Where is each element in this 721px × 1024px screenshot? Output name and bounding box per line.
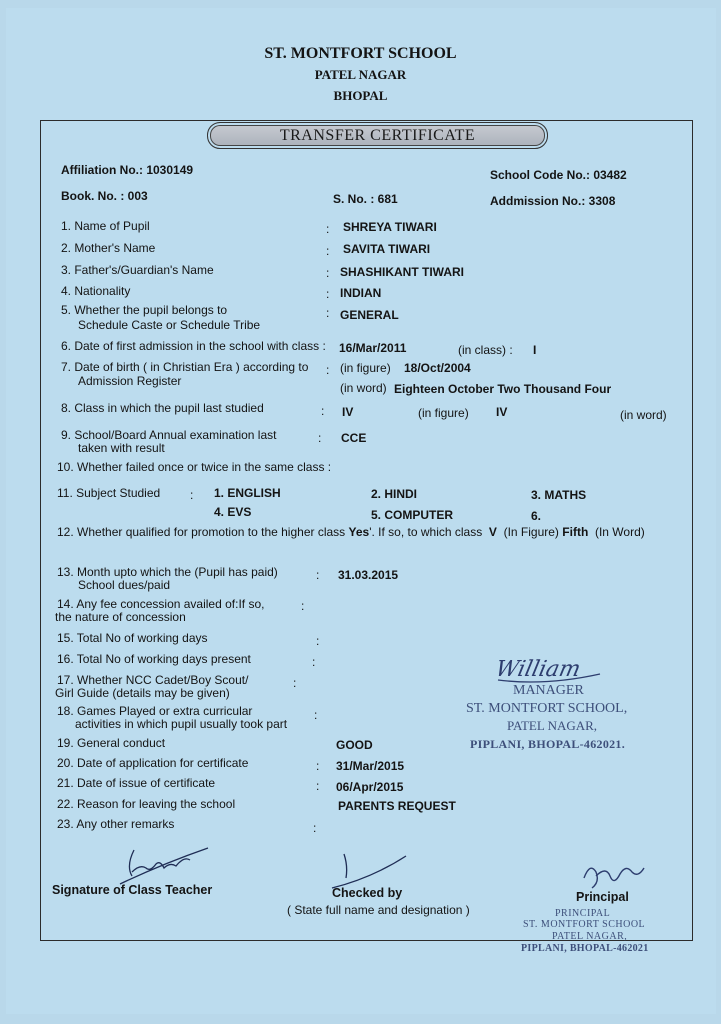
field-colon: :: [326, 363, 330, 377]
field-4-label: 4. Nationality: [61, 284, 131, 298]
principal-stamp-line3: PATEL NAGAR,: [552, 931, 628, 942]
in-word-label: (in word): [340, 381, 387, 395]
school-city: BHOPAL: [333, 88, 388, 103]
field-19-label: 19. General conduct: [57, 736, 166, 750]
field-14-label-cont: the nature of concession: [55, 610, 186, 624]
school-code: School Code No.: 03482: [490, 168, 627, 182]
field-1-label: 1. Name of Pupil: [61, 219, 150, 233]
father-name: SHASHIKANT TIWARI: [340, 265, 464, 279]
field-colon: :: [312, 655, 316, 669]
subject-item: 4. EVS: [214, 505, 252, 519]
field-10-label: 10. Whether failed once or twice in the same class :: [57, 460, 332, 474]
promotion-class: V: [488, 525, 497, 539]
manager-signature-text: William: [493, 656, 583, 682]
field-2-label: 2. Mother's Name: [61, 241, 156, 255]
leaving-reason: PARENTS REQUEST: [338, 799, 456, 813]
manager-stamp-role: MANAGER: [513, 683, 584, 698]
subject-item: 6.: [531, 509, 542, 523]
first-admission-class: I: [533, 343, 537, 357]
field-colon: :: [316, 634, 320, 648]
field-14-label: 14. Any fee concession availed of:If so,: [57, 597, 265, 611]
field-colon: :: [313, 821, 317, 835]
dob-word: Eighteen October Two Thousand Four: [394, 382, 612, 396]
field-11-label: 11. Subject Studied: [57, 486, 161, 500]
field-colon: :: [326, 266, 330, 280]
field-colon: :: [326, 306, 330, 320]
field-21-label: 21. Date of issue of certificate: [57, 776, 216, 790]
field-colon: :: [316, 779, 320, 793]
principal-signature: [580, 858, 650, 894]
field-3-label: 3. Father's/Guardian's Name: [61, 263, 214, 277]
nationality: INDIAN: [340, 286, 382, 300]
subject-item: 3. MATHS: [531, 488, 587, 502]
general-conduct: GOOD: [336, 738, 373, 752]
field-18-label: 18. Games Played or extra curricular: [57, 704, 253, 718]
field-18-label-cont: activities in which pupil usually took part: [75, 717, 288, 731]
issue-date: 06/Apr/2015: [336, 780, 404, 794]
admission-number: Addmission No.: 3308: [490, 194, 616, 208]
pupil-name: SHREYA TIWARI: [343, 220, 437, 234]
checked-by-label: Checked by: [332, 886, 403, 900]
class-teacher-label: Signature of Class Teacher: [52, 883, 213, 897]
field-colon: :: [326, 287, 330, 301]
book-number: Book. No. : 003: [61, 189, 148, 203]
field-8-label: 8. Class in which the pupil last studied: [61, 401, 264, 415]
subject-item: 5. COMPUTER: [371, 508, 454, 522]
last-class-repeat: IV: [496, 405, 508, 419]
field-9-label-cont: taken with result: [78, 441, 165, 455]
school-area: PATEL NAGAR: [314, 67, 407, 82]
field-colon: :: [316, 568, 320, 582]
field-colon: :: [316, 759, 320, 773]
serial-number: S. No. : 681: [333, 192, 398, 206]
dob-figure: 18/Oct/2004: [404, 361, 471, 375]
field-5-label: 5. Whether the pupil belongs to: [61, 303, 228, 317]
field-colon: :: [293, 676, 297, 690]
in-figure-label: (in figure): [418, 406, 469, 420]
field-17-label: 17. Whether NCC Cadet/Boy Scout/: [57, 673, 249, 687]
field-colon: :: [326, 222, 330, 236]
in-word-label: (In Word): [594, 525, 645, 539]
field-7-label: 7. Date of birth ( in Christian Era ) according to: [61, 360, 309, 374]
manager-stamp-line2: PATEL NAGAR,: [507, 718, 598, 733]
in-figure-label: (In Figure): [503, 525, 559, 539]
field-17-label-cont: Girl Guide (details may be given): [55, 686, 230, 700]
principal-stamp-line4: PIPLANI, BHOPAL-462021: [521, 943, 649, 954]
manager-stamp-line1: ST. MONTFORT SCHOOL,: [466, 701, 628, 716]
principal-label: Principal: [576, 890, 629, 904]
field-22-label: 22. Reason for leaving the school: [57, 797, 236, 811]
designation-note: ( State full name and designation ): [287, 903, 470, 917]
field-12-label: 12. Whether qualified for promotion to the higher class: [57, 525, 346, 539]
field-6-label: 6. Date of first admission in the school with class :: [61, 339, 326, 353]
field-colon: :: [190, 488, 194, 502]
subject-item: 1. ENGLISH: [214, 486, 281, 500]
affiliation-number: Affiliation No.: 1030149: [61, 163, 194, 177]
field-colon: :: [314, 708, 318, 722]
in-word-label: (in word): [620, 408, 667, 422]
certificate-title: TRANSFER CERTIFICATE: [279, 127, 476, 144]
field-colon: :: [301, 599, 305, 613]
field-7-label-cont: Admission Register: [78, 374, 182, 388]
field-15-label: 15. Total No of working days: [57, 631, 208, 645]
promotion-class-word: Fifth: [562, 525, 589, 539]
field-13-label: 13. Month upto which the (Pupil has paid): [57, 565, 278, 579]
manager-stamp-line3: PIPLANI, BHOPAL-462021.: [470, 737, 626, 751]
field-colon: :: [318, 431, 322, 445]
in-class-label: (in class) :: [458, 343, 513, 357]
field-13-label-cont: School dues/paid: [78, 578, 171, 592]
in-figure-label: (in figure): [340, 361, 391, 375]
school-name: ST. MONTFORT SCHOOL: [264, 45, 457, 62]
title-banner: [207, 122, 548, 149]
mother-name: SAVITA TIWARI: [343, 242, 431, 256]
field-23-label: 23. Any other remarks: [57, 817, 175, 831]
dues-paid-month: 31.03.2015: [338, 568, 399, 582]
principal-stamp-line1: PRINCIPAL: [555, 908, 611, 919]
caste-category: GENERAL: [340, 308, 399, 322]
application-date: 31/Mar/2015: [336, 759, 405, 773]
field-colon: :: [321, 404, 325, 418]
field-12-text: [57, 525, 645, 539]
last-class: IV: [342, 405, 354, 419]
class-teacher-signature: [112, 842, 212, 887]
field-16-label: 16. Total No of working days present: [57, 652, 251, 666]
field-colon: :: [326, 244, 330, 258]
field-9-label: 9. School/Board Annual examination last: [61, 428, 277, 442]
subject-item: 2. HINDI: [371, 487, 418, 501]
first-admission-date: 16/Mar/2011: [339, 341, 407, 355]
field-20-label: 20. Date of application for certificate: [57, 756, 249, 770]
principal-stamp-line2: ST. MONTFORT SCHOOL: [523, 919, 646, 930]
field-12-label-cont: '. If so, to which class: [369, 525, 483, 539]
promotion-answer: Yes: [348, 525, 370, 539]
field-5-label-cont: Schedule Caste or Schedule Tribe: [78, 318, 261, 332]
exam-result: CCE: [341, 431, 367, 445]
